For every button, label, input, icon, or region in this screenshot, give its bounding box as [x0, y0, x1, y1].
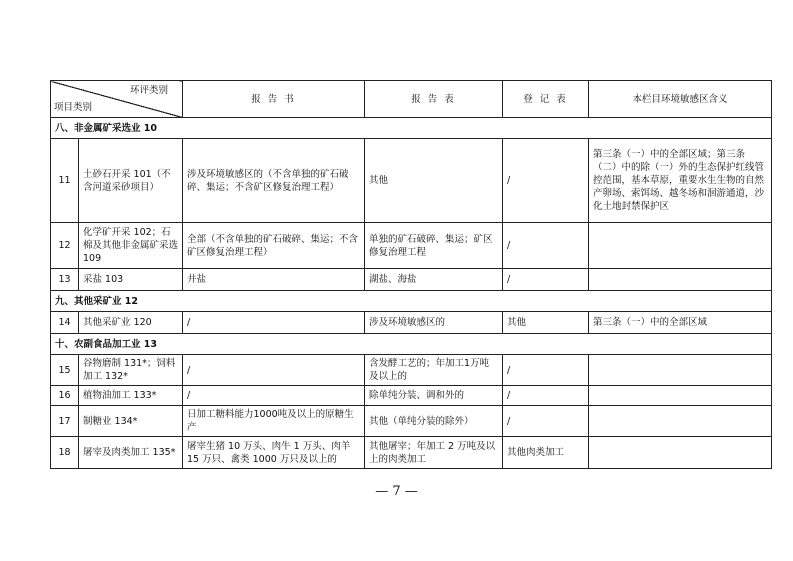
- project-name: 制糖业 134*: [79, 406, 183, 437]
- row-number: 15: [51, 355, 79, 386]
- section-row: [51, 118, 772, 139]
- row-number: 18: [51, 437, 79, 469]
- form-cell: 其他屠宰；年加工 2 万吨及以上的肉类加工: [365, 437, 503, 469]
- row-number: 12: [51, 223, 79, 269]
- project-name: 其他采矿业 120: [79, 312, 183, 334]
- project-category-label: 项目类别: [54, 102, 93, 113]
- report-cell: 全部（不含单独的矿石破碎、集运；不含矿区修复治理工程）: [183, 223, 365, 269]
- project-name: 植物油加工 133*: [79, 386, 183, 406]
- report-cell: 涉及环境敏感区的（不含单独的矿石破碎、集运；不含矿区修复治理工程）: [183, 139, 365, 223]
- section-title: 九、其他采矿业 12: [51, 291, 772, 312]
- row-number: 11: [51, 139, 79, 223]
- form-cell: 其他: [365, 139, 503, 223]
- form-cell: 除单纯分装、调和外的: [365, 386, 503, 406]
- table-row: [51, 386, 772, 406]
- section-row: [51, 291, 772, 312]
- form-cell: 其他（单纯分装的除外）: [365, 406, 503, 437]
- project-name: 化学矿开采 102；石棉及其他非金属矿采选 109: [79, 223, 183, 269]
- eia-category-label: 环评类别: [129, 85, 168, 96]
- table-header-row: [51, 81, 772, 118]
- sensitive-area-cell: 第三条（一）中的全部区域: [589, 312, 772, 334]
- project-name: 谷物磨制 131*；饲料加工 132*: [79, 355, 183, 386]
- form-cell: 含发酵工艺的；年加工1万吨及以上的: [365, 355, 503, 386]
- section-title: 十、农副食品加工业 13: [51, 334, 772, 355]
- form-column-header: 报 告 表: [365, 81, 503, 118]
- sensitive-area-cell: [589, 437, 772, 469]
- diagonal-header-cell: [51, 81, 183, 118]
- register-cell: /: [503, 406, 589, 437]
- report-cell: 井盐: [183, 269, 365, 291]
- section-row: [51, 334, 772, 355]
- register-cell: /: [503, 223, 589, 269]
- row-number: 16: [51, 386, 79, 406]
- table-row: [51, 355, 772, 386]
- report-cell: 屠宰生猪 10 万头、肉牛 1 万头、肉羊 15 万只、禽类 1000 万只及以上的: [183, 437, 365, 469]
- register-cell: /: [503, 386, 589, 406]
- table-row: [51, 223, 772, 269]
- sensitive-area-column-header: 本栏目环境敏感区含义: [589, 81, 772, 118]
- sensitive-area-cell: [589, 223, 772, 269]
- sensitive-area-cell: [589, 355, 772, 386]
- page-number: — 7 —: [375, 484, 418, 499]
- table-row: [51, 312, 772, 334]
- sensitive-area-cell: [589, 386, 772, 406]
- sensitive-area-cell: [589, 406, 772, 437]
- project-name: 采盐 103: [79, 269, 183, 291]
- form-cell: 单独的矿石破碎、集运；矿区修复治理工程: [365, 223, 503, 269]
- table-row: [51, 269, 772, 291]
- register-cell: 其他肉类加工: [503, 437, 589, 469]
- form-cell: 涉及环境敏感区的: [365, 312, 503, 334]
- project-name: 土砂石开采 101（不含河道采砂项目）: [79, 139, 183, 223]
- sensitive-area-cell: [589, 269, 772, 291]
- report-cell: /: [183, 386, 365, 406]
- project-name: 屠宰及肉类加工 135*: [79, 437, 183, 469]
- register-cell: /: [503, 355, 589, 386]
- register-cell: 其他: [503, 312, 589, 334]
- report-cell: 日加工糖料能力1000吨及以上的原糖生产: [183, 406, 365, 437]
- regulation-table: [50, 80, 772, 469]
- report-cell: /: [183, 355, 365, 386]
- table-row: [51, 437, 772, 469]
- report-cell: /: [183, 312, 365, 334]
- register-cell: /: [503, 269, 589, 291]
- sensitive-area-cell: 第三条（一）中的全部区域；第三条（二）中的除（一）外的生态保护红线管控范围，基本草原，重要水生生物的自然产卵场、索饵场、越冬场和洄游通道，沙化土地封禁保护区: [589, 139, 772, 223]
- form-cell: 湖盐、海盐: [365, 269, 503, 291]
- register-column-header: 登 记 表: [503, 81, 589, 118]
- section-title: 八、非金属矿采选业 10: [51, 118, 772, 139]
- report-column-header: 报 告 书: [183, 81, 365, 118]
- table-row: [51, 406, 772, 437]
- row-number: 14: [51, 312, 79, 334]
- row-number: 17: [51, 406, 79, 437]
- register-cell: /: [503, 139, 589, 223]
- row-number: 13: [51, 269, 79, 291]
- table-row: [51, 139, 772, 223]
